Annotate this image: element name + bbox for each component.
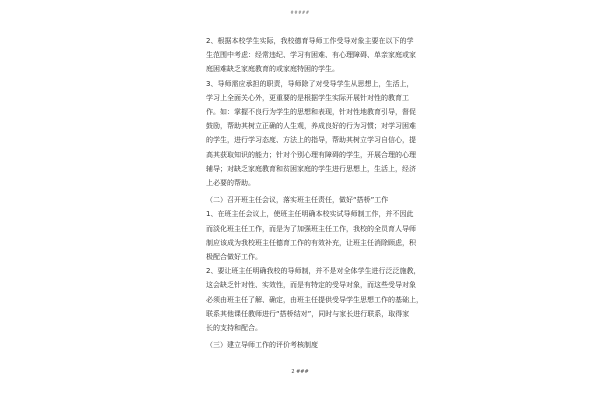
text-line: 1、在班主任会议上，使班主任明确本校实试导师制工作，并不因此 (206, 210, 414, 219)
text-line: 作。如：掌握不良行为学生的思想和表现，针对性地教育引导，督促 (206, 108, 416, 117)
text-line: 联系其他课任教师进行“搭桥结对”，同时与家长进行联系，取得家 (206, 309, 410, 318)
text-line: 而淡化班主任工作，而是为了加强班主任工作，我校的全员育人导师 (206, 224, 416, 233)
text-line: 学习上全面关心外，更重要的是根据学生实际开展针对性的教育工 (206, 93, 409, 102)
text-line: 庭困难缺乏家庭教育的或家庭特困的学生。 (206, 65, 339, 74)
text-line: 2、根据本校学生实际，我校德育导师工作受导对象主要在以下的学 (206, 37, 414, 45)
section-heading-two (206, 193, 406, 207)
section-heading-three (206, 338, 406, 352)
text-line: 生范围中考虑：经常违纪、学习有困难、有心理障碍、单亲家庭或家 (206, 51, 416, 60)
paragraph-bridge-work (206, 264, 423, 335)
section-heading: （三）建立导师工作的评价考核制度 (206, 341, 318, 350)
document-body (206, 34, 423, 352)
text-line: 鼓励，帮助其树立正确的人生观，养成良好的行为习惯；对学习困难 (206, 122, 416, 131)
text-line: 必须由班主任了解、确定，由班主任提供受导学生思想工作的基础上， (206, 295, 423, 304)
paragraph-class-meeting (206, 207, 416, 264)
section-heading: （二）召开班主任会议，落实班主任责任，做好“搭桥”工作 (206, 196, 389, 205)
text-line: 制应该成为我校班主任德育工作的有效补充，让班主任消除顾虑，积 (206, 238, 416, 247)
page-footer: 2 ### (291, 369, 309, 375)
paragraph-mentor-duties (206, 77, 416, 191)
text-line: 长的支持和配合。 (206, 324, 262, 333)
text-line: 的学生，进行学习态度、方法上的指导，帮助其树立学习自信心，提 (206, 136, 416, 145)
text-line: 辅导；对缺乏家庭教育和贫困家庭的学生进行思想上，生活上，经济 (206, 164, 416, 173)
page-header: ##### (290, 10, 310, 15)
text-line: 高其获取知识的能力；针对个别心理有障碍的学生，开展合理的心理 (206, 150, 416, 159)
text-line: 这会缺乏针对性、实效性，而是有特定的受导对象，而这些受导对象 (206, 281, 416, 290)
paragraph-target-students (206, 34, 416, 77)
text-line: 上必要的帮助。 (206, 179, 255, 188)
text-line: 极配合做好工作。 (206, 253, 262, 262)
text-line: 3、导师需应承担的职责，导师除了对受导学生从思想上，生活上， (206, 79, 414, 88)
text-line: 2、要让班主任明确我校的导师制，并不是对全体学生进行泛泛施教， (206, 267, 421, 276)
